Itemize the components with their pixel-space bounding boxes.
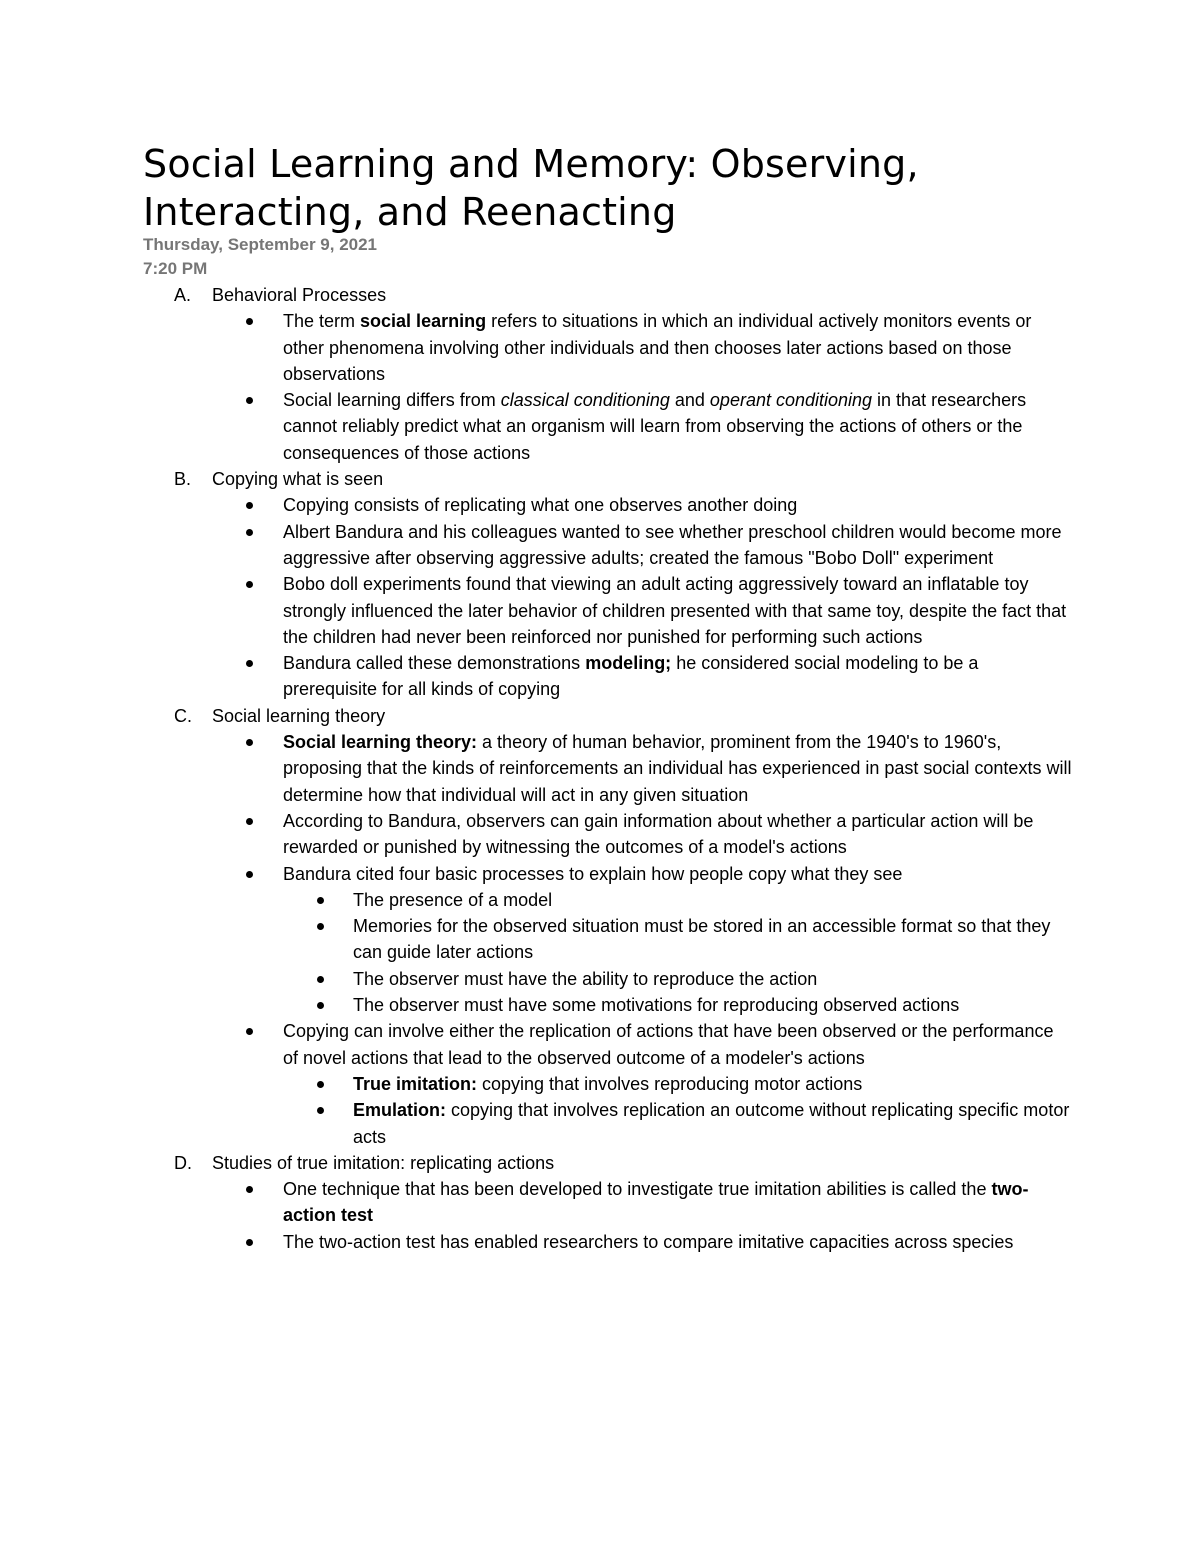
list-item bbox=[0, 650, 1073, 703]
outline bbox=[0, 282, 1200, 1255]
list-item bbox=[0, 861, 1073, 887]
text-run: Bobo doll experiments found that viewing an adult acting aggressively toward an inflatable toy strongly influenced the later behavior of children presented with that same toy, despite the fact that the children had never been reinforced nor punished for performing such actions bbox=[283, 574, 1067, 647]
text-run: The term bbox=[283, 311, 361, 332]
page-title: Social Learning and Memory: Observing, Interacting, and Reenacting bbox=[143, 142, 919, 234]
bullet-dot-icon bbox=[317, 1002, 324, 1009]
sub-list-item bbox=[0, 1071, 1073, 1097]
sub-list-item bbox=[0, 992, 1073, 1018]
section-title: Behavioral Processes bbox=[212, 285, 387, 305]
text-run: Albert Bandura and his colleagues wanted to see whether preschool children would become more aggressive after observing aggressive adults; created the famous "Bobo Doll" experiment bbox=[283, 521, 1062, 568]
text-run: Copying can involve either the replication of actions that have been observed or the performance of novel actions that lead to the observed outcome of a modeler's actions bbox=[283, 1021, 1054, 1068]
bullet-dot-icon bbox=[246, 529, 253, 536]
section-letter: C. bbox=[174, 705, 192, 726]
text-run: Copying consists of replicating what one observes another doing bbox=[283, 495, 798, 516]
section-title: Social learning theory bbox=[212, 705, 386, 726]
bullet-dot-icon bbox=[246, 818, 253, 825]
bullet-dot-icon bbox=[317, 976, 324, 983]
section-heading-b bbox=[0, 466, 1112, 492]
bullet-dot-icon bbox=[246, 318, 253, 325]
bullet-dot-icon bbox=[246, 581, 253, 588]
bullet-dot-icon bbox=[246, 502, 253, 509]
bold-term: two-action test bbox=[283, 1179, 1029, 1226]
sub-list-item bbox=[0, 966, 1073, 992]
note-time: 7:20 PM bbox=[143, 259, 208, 278]
list-item bbox=[0, 492, 1073, 518]
italic-term: operant conditioning bbox=[709, 390, 873, 411]
list-item bbox=[0, 308, 1073, 387]
list-item bbox=[0, 1176, 1073, 1229]
bold-term: social learning bbox=[360, 311, 487, 332]
section-heading-a bbox=[0, 282, 1112, 308]
bullet-dot-icon bbox=[317, 1081, 324, 1088]
section-letter: D. bbox=[174, 1152, 192, 1173]
list-item bbox=[0, 729, 1073, 808]
bullet-dot-icon bbox=[317, 897, 324, 904]
list-item bbox=[0, 571, 1073, 650]
section-heading-c bbox=[0, 703, 1112, 729]
sub-list-item bbox=[0, 1097, 1073, 1150]
list-item bbox=[0, 1018, 1073, 1071]
bold-term: Social learning theory: bbox=[283, 732, 478, 753]
text-run: Bandura cited four basic processes to explain how people copy what they see bbox=[283, 863, 903, 884]
list-item bbox=[0, 519, 1073, 572]
bullet-dot-icon bbox=[246, 397, 253, 404]
bullet-dot-icon bbox=[246, 660, 253, 667]
sub-list-item bbox=[0, 913, 1073, 966]
bullet-dot-icon bbox=[246, 1028, 253, 1035]
note-date: Thursday, September 9, 2021 bbox=[143, 235, 378, 254]
section-title: Studies of true imitation: replicating actions bbox=[212, 1152, 555, 1173]
text-run: and bbox=[669, 390, 710, 411]
list-item bbox=[0, 808, 1073, 861]
text-run: The two-action test has enabled researchers to compare imitative capacities across species bbox=[283, 1231, 1014, 1252]
bullet-dot-icon bbox=[246, 1239, 253, 1246]
section-heading-d bbox=[0, 1150, 1112, 1176]
text-run: One technique that has been developed to investigate true imitation abilities is called the bbox=[283, 1179, 992, 1200]
sub-list-item bbox=[0, 887, 1073, 913]
bullet-dot-icon bbox=[317, 1107, 324, 1114]
bullet-dot-icon bbox=[246, 1186, 253, 1193]
text-run: The presence of a model bbox=[353, 889, 553, 910]
list-item bbox=[0, 1229, 1073, 1255]
text-run: Memories for the observed situation must be stored in an accessible format so that they can guide later actions bbox=[353, 916, 1051, 963]
list-item bbox=[0, 387, 1073, 466]
bold-term: True imitation: bbox=[353, 1073, 478, 1094]
text-run: refers to situations in which an individual actively monitors events or other phenomena involving other individuals and then chooses later actions based on those observations bbox=[283, 311, 1032, 384]
text-run: According to Bandura, observers can gain information about whether a particular action will be rewarded or punished by witnessing the outcomes of a model's actions bbox=[283, 810, 1034, 858]
text-run: Social learning differs from bbox=[283, 390, 501, 411]
text-run: Bandura called these demonstrations bbox=[283, 653, 586, 674]
bullet-dot-icon bbox=[246, 871, 253, 878]
section-title: Copying what is seen bbox=[212, 469, 384, 490]
bold-term: modeling; bbox=[585, 653, 672, 674]
italic-term: classical conditioning bbox=[500, 390, 670, 411]
bullet-dot-icon bbox=[246, 739, 253, 746]
text-run: he considered social modeling to be a prerequisite for all kinds of copying bbox=[283, 653, 979, 700]
section-letter: B. bbox=[174, 469, 192, 490]
text-run: a theory of human behavior, prominent from the 1940's to 1960's, proposing that the kinds of reinforcements an individual has experienced in past social contexts will determine how that individual will act in any given situation bbox=[283, 732, 1072, 805]
text-run: The observer must have the ability to reproduce the action bbox=[353, 968, 818, 989]
bullet-dot-icon bbox=[317, 923, 324, 930]
text-run: copying that involves replication an outcome without replicating specific motor acts bbox=[353, 1100, 1070, 1147]
text-run: copying that involves reproducing motor actions bbox=[477, 1073, 863, 1094]
text-run: The observer must have some motivations for reproducing observed actions bbox=[353, 995, 960, 1016]
text-run: in that researchers cannot reliably predict what an organism will learn from observing the actions of others or the consequences of those actions bbox=[283, 390, 1027, 463]
section-letter: A. bbox=[174, 285, 192, 305]
bold-term: Emulation: bbox=[353, 1100, 446, 1121]
